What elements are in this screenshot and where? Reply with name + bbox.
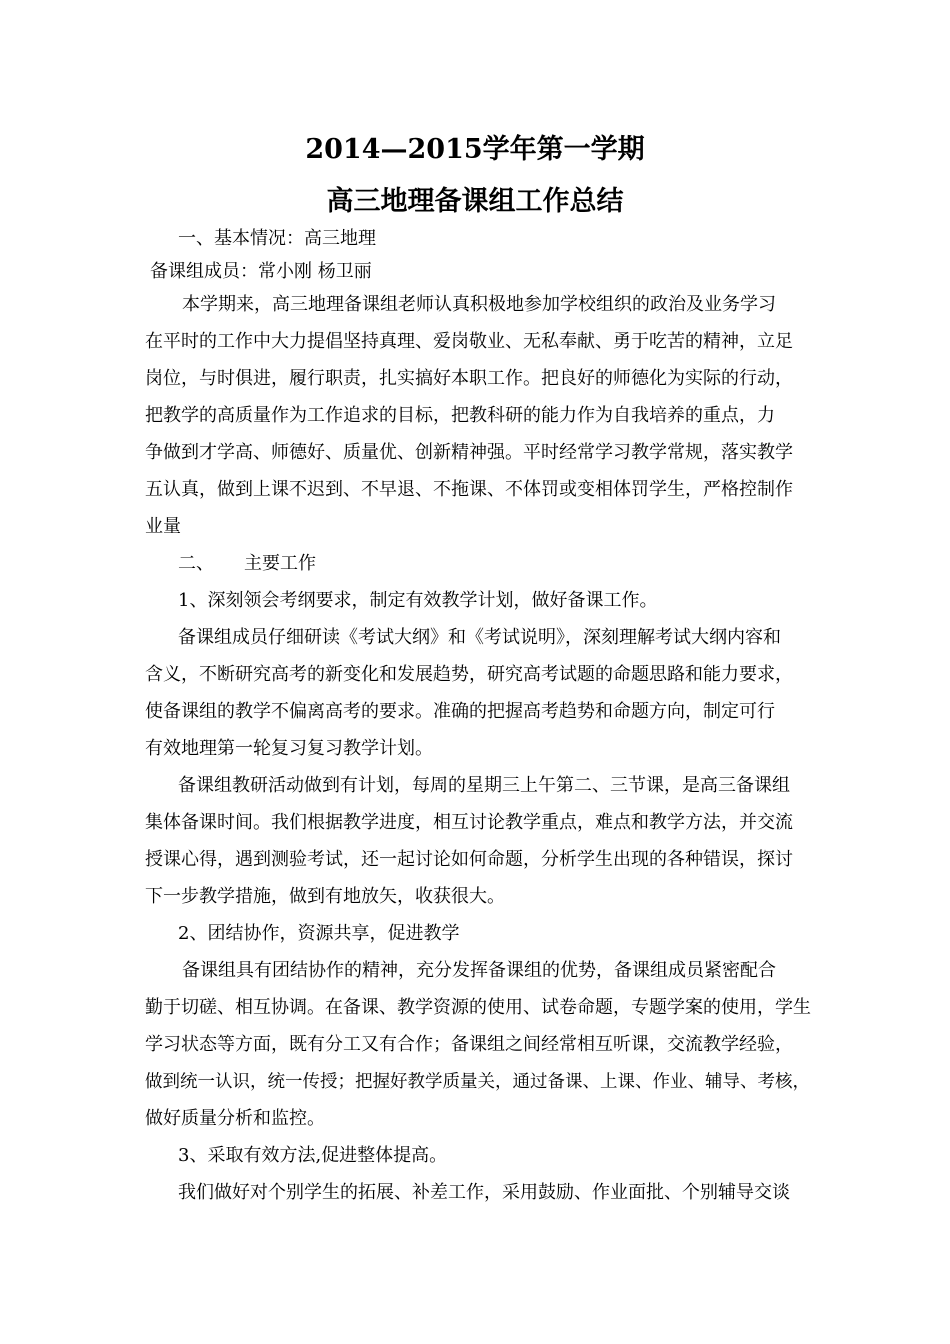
para1-line-6: 五认真，做到上课不迟到、不早退、不拖课、不体罚或变相体罚学生，严格控制作 — [145, 479, 793, 500]
para1-line-1: 本学期来，高三地理备课组老师认真积极地参加学校组织的政治及业务学习 — [182, 294, 776, 315]
para3-line-1: 备课组教研活动做到有计划，每周的星期三上午第二、三节课，是高三备课组 — [178, 775, 790, 796]
para2-line-2: 含义，不断研究高考的新变化和发展趋势，研究高考试题的命题思路和能力要求， — [145, 664, 793, 685]
para4-line-1: 备课组具有团结协作的精神，充分发挥备课组的优势，备课组成员紧密配合 — [182, 960, 776, 981]
item1-heading: 1、深刻领会考纲要求，制定有效教学计划，做好备课工作。 — [178, 590, 658, 611]
para4-line-5: 做好质量分析和监控。 — [145, 1108, 325, 1129]
para2-line-4: 有效地理第一轮复习复习教学计划。 — [145, 738, 433, 759]
item2-heading: 2、团结协作，资源共享，促进教学 — [178, 923, 460, 944]
para4-line-3: 学习状态等方面，既有分工又有合作；备课组之间经常相互听课，交流教学经验， — [145, 1034, 793, 1055]
basic-info-heading: 一、基本情况：高三地理 — [178, 228, 376, 249]
section2-title: 主要工作 — [244, 553, 316, 574]
para3-line-2: 集体备课时间。我们根据教学进度，相互讨论教学重点，难点和教学方法，并交流 — [145, 812, 793, 833]
para3-line-3: 授课心得，遇到测验考试，还一起讨论如何命题，分析学生出现的各种错误，探讨 — [145, 849, 793, 870]
para1-line-5: 争做到才学高、师德好、质量优、创新精神强。平时经常学习教学常规，落实教学 — [145, 442, 793, 463]
para1-line-4: 把教学的高质量作为工作追求的目标，把教科研的能力作为自我培养的重点，力 — [145, 405, 775, 426]
para2-line-3: 使备课组的教学不偏离高考的要求。准确的把握高考趋势和命题方向，制定可行 — [145, 701, 775, 722]
para1-line-2: 在平时的工作中大力提倡坚持真理、爱岗敬业、无私奉献、勇于吃苦的精神，立足 — [145, 331, 793, 352]
para1-line-7: 业量 — [145, 516, 181, 537]
section2-number: 二、 — [178, 553, 214, 574]
para4-line-2: 勤于切磋、相互协调。在备课、教学资源的使用、试卷命题，专题学案的使用，学生 — [145, 997, 811, 1018]
para2-line-1: 备课组成员仔细研读《考试大纲》和《考试说明》，深刻理解考试大纲内容和 — [178, 627, 781, 648]
members-line: 备课组成员：常小刚 杨卫丽 — [150, 261, 372, 282]
para1-line-3: 岗位，与时俱进，履行职责，扎实搞好本职工作。把良好的师德化为实际的行动， — [145, 368, 793, 389]
para5-line-1: 我们做好对个别学生的拓展、补差工作，采用鼓励、作业面批、个别辅导交谈 — [178, 1182, 790, 1203]
document-title-line-1: 2014—2015学年第一学期 — [305, 134, 645, 165]
document-title-line-2: 高三地理备课组工作总结 — [326, 186, 624, 217]
item3-heading: 3、采取有效方法,促进整体提高。 — [178, 1145, 448, 1166]
para4-line-4: 做到统一认识，统一传授；把握好教学质量关，通过备课、上课、作业、辅导、考核， — [145, 1072, 810, 1092]
para3-line-4: 下一步教学措施，做到有地放矢，收获很大。 — [145, 886, 505, 907]
